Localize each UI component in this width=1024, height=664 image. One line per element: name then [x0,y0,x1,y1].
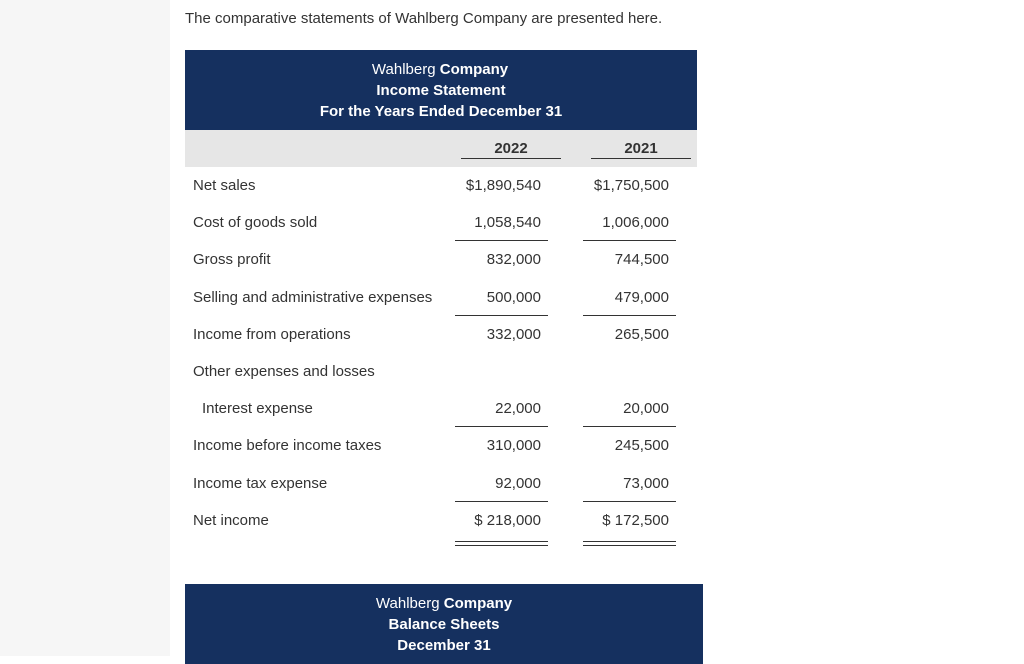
row-label: Income from operations [193,325,351,343]
row-label: Gross profit [193,251,271,269]
value-2022: 832,000 [486,251,541,269]
bs-company-name [376,593,512,614]
statement-title: Income Statement [376,81,506,99]
value-2021: 20,000 [623,400,669,418]
value-2021: 73,000 [623,474,669,492]
value-2021: 479,000 [614,288,669,306]
row-label: Income before income taxes [193,437,382,455]
statement-period: For the Years Ended December 31 [319,102,563,120]
bs-period: December 31 [397,637,491,654]
value-2022: 92,000 [495,474,541,492]
value-2022: $1,890,540 [465,177,541,194]
row-label: Net income [193,511,269,529]
year-header-row [185,130,697,167]
value-2021: $1,750,500 [593,177,669,194]
value-2022: $ 218,000 [474,511,541,529]
company-name-first: Wahlberg [371,60,436,78]
row-cost-of-goods-sold [185,204,697,241]
bs-title: Balance Sheets [388,616,500,633]
left-gutter [0,0,170,656]
balance-sheet-header [185,584,703,664]
value-2021: 245,500 [614,437,669,455]
row-label: Net sales [193,177,256,194]
row-income-tax-expense [185,465,697,502]
company-name [372,59,508,80]
row-label: Selling and administrative expenses [193,288,433,306]
row-selling-admin-expenses [185,279,697,316]
double-underline-2022 [455,541,548,546]
value-2021: $ 172,500 [602,511,669,529]
value-2022: 500,000 [486,288,541,306]
value-2022: 22,000 [495,400,541,418]
row-label: Other expenses and losses [193,362,375,380]
company-name-second: Company [439,60,509,78]
value-2021: 265,500 [614,325,669,343]
row-net-sales [185,167,697,204]
value-2022: 332,000 [486,325,541,343]
value-2021: 1,006,000 [602,214,669,232]
value-2022: 1,058,540 [474,214,541,232]
row-label: Cost of goods sold [193,214,318,232]
row-gross-profit [185,241,697,278]
bs-company-name-first: Wahlberg [375,595,440,612]
value-2021: 744,500 [614,251,669,269]
double-underline-2021 [583,541,676,546]
value-2022: 310,000 [486,437,541,455]
row-income-before-taxes [185,427,697,464]
income-statement-table [185,50,697,539]
row-net-income [185,502,697,539]
row-label: Income tax expense [193,474,328,492]
year-2022-header: 2022 [461,140,561,159]
bs-company-name-second: Company [443,595,513,612]
year-2021-header: 2021 [591,140,691,159]
row-income-from-operations [185,316,697,353]
intro-text: The comparative statements of Wahlberg Company are presented here. [185,10,663,27]
income-statement-header [185,50,697,130]
row-interest-expense [185,390,697,427]
row-other-expenses-losses [185,353,697,390]
row-label: Interest expense [202,400,313,418]
